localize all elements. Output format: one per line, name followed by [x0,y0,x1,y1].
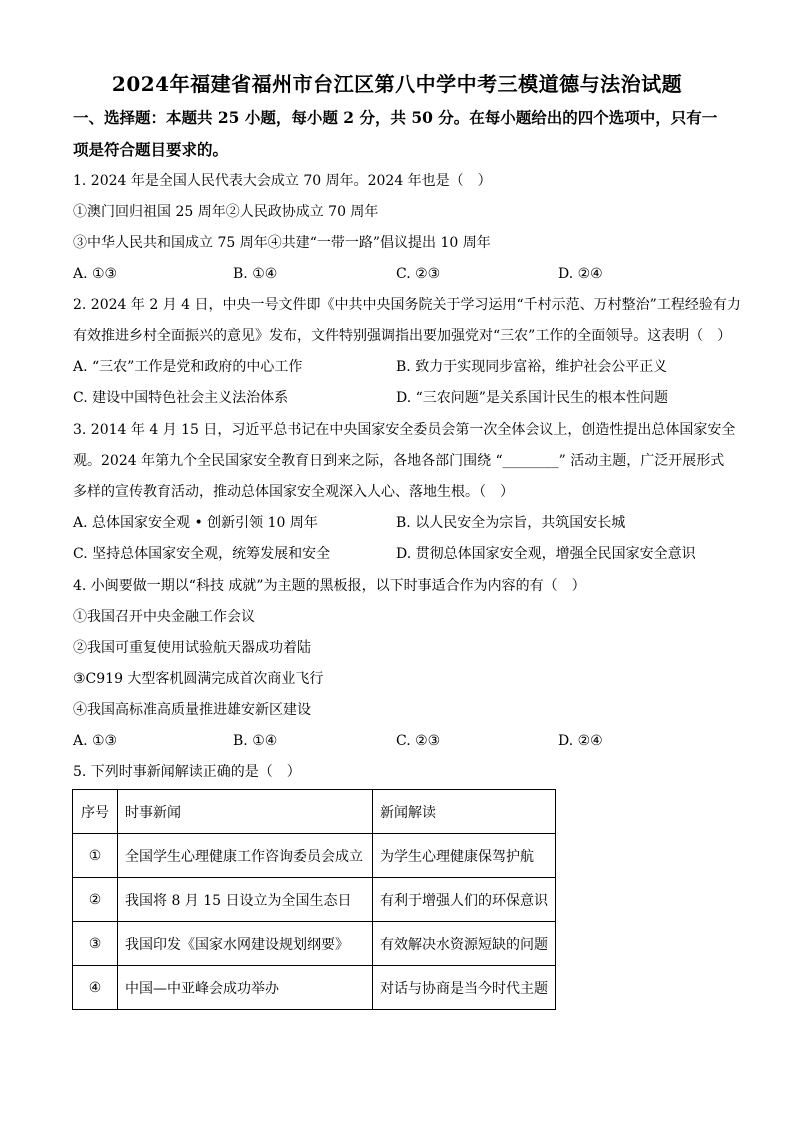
row-index: ④ [73,966,118,1010]
q4-option-d: D. ②④ [558,733,603,749]
q2-option-c: C. 建设中国特色社会主义法治体系 [73,390,289,406]
q3-option-d: D. 贯彻总体国家安全观，增强全民国家安全意识 [396,546,696,562]
q4-statement-2: ②我国可重复使用试验航天器成功着陆 [73,640,311,656]
table-row [73,834,556,878]
row-interpretation: 对话与协商是当今时代主题 [373,966,556,1010]
table-row [73,966,556,1010]
row-index: ② [73,878,118,922]
q5-stem: 5. 下列时事新闻解读正确的是（ ） [73,764,301,780]
q4-option-c: C. ②③ [396,733,441,749]
header-interpretation: 新闻解读 [373,790,556,834]
row-interpretation: 有利于增强人们的环保意识 [373,878,556,922]
row-index: ③ [73,922,118,966]
row-news: 我国将 8 月 15 日设立为全国生态日 [118,878,373,922]
q1-option-d: D. ②④ [558,266,603,282]
q3-stem-line1: 3. 2014 年 4 月 15 日，习近平总书记在中央国家安全委员会第一次全体会议上，创造性提出总体国家安全 [73,422,736,438]
q4-statement-3: ③C919 大型客机圆满完成首次商业飞行 [73,671,324,687]
q3-stem-line2: 观。2024 年第九个全民国家安全教育日到来之际，各地各部门围绕 “________” 活动主题，广泛开展形式 [73,453,725,469]
q3-option-a: A. 总体国家安全观 • 创新引领 10 周年 [73,515,318,531]
q4-stem: 4. 小闽要做一期以“科技 成就”为主题的黑板报，以下时事适合作为内容的有（ ） [73,578,586,594]
table-row [73,878,556,922]
q2-option-d: D. “三农问题”是关系国计民生的根本性问题 [396,390,668,406]
section-heading-line1: 一、选择题：本题共 25 小题，每小题 2 分，共 50 分。在每小题给出的四个选项中，只有一 [73,108,718,127]
q4-statement-1: ①我国召开中央金融工作会议 [73,609,255,625]
header-index: 序号 [73,790,118,834]
row-news: 中国—中亚峰会成功举办 [118,966,373,1010]
q3-option-b: B. 以人民安全为宗旨，共筑国安长城 [396,515,626,531]
row-interpretation: 有效解决水资源短缺的问题 [373,922,556,966]
section-heading-line2: 项是符合题目要求的。 [73,140,229,159]
q1-statement-1: ①澳门回归祖国 25 周年②人民政协成立 70 周年 [73,204,379,220]
header-news: 时事新闻 [118,790,373,834]
table-row [73,922,556,966]
table-header-row [73,790,556,834]
q2-stem-line1: 2. 2024 年 2 月 4 日，中央一号文件即《中共中央国务院关于学习运用“千村示范、万村整治”工程经验有力 [73,297,741,313]
q3-option-c: C. 坚持总体国家安全观，统筹发展和安全 [73,546,331,562]
q3-stem-line3: 多样的宣传教育活动，推动总体国家安全观深入人心、落地生根。（ ） [73,484,514,500]
row-index: ① [73,834,118,878]
q2-stem-line2: 有效推进乡村全面振兴的意见》发布，文件特别强调指出要加强党对“三农”工作的全面领导。这表明（ ） [73,328,732,344]
q2-option-b: B. 致力于实现同步富裕，维护社会公平正义 [396,359,668,375]
q1-stem: 1. 2024 年是全国人民代表大会成立 70 周年。2024 年也是（ ） [73,173,492,189]
row-news: 我国印发《国家水网建设规划纲要》 [118,922,373,966]
q4-option-b: B. ①④ [233,733,278,749]
row-interpretation: 为学生心理健康保驾护航 [373,834,556,878]
news-table [72,789,556,1010]
q1-option-a: A. ①③ [73,266,118,282]
q1-statement-2: ③中华人民共和国成立 75 周年④共建“一带一路”倡议提出 10 周年 [73,235,491,251]
page-title: 2024年福建省福州市台江区第八中学中考三模道德与法治试题 [111,72,683,96]
q1-option-b: B. ①④ [233,266,278,282]
q2-option-a: A. “三农”工作是党和政府的中心工作 [73,359,303,375]
row-news: 全国学生心理健康工作咨询委员会成立 [118,834,373,878]
q1-option-c: C. ②③ [396,266,441,282]
q4-option-a: A. ①③ [73,733,118,749]
q4-statement-4: ④我国高标准高质量推进雄安新区建设 [73,702,311,718]
